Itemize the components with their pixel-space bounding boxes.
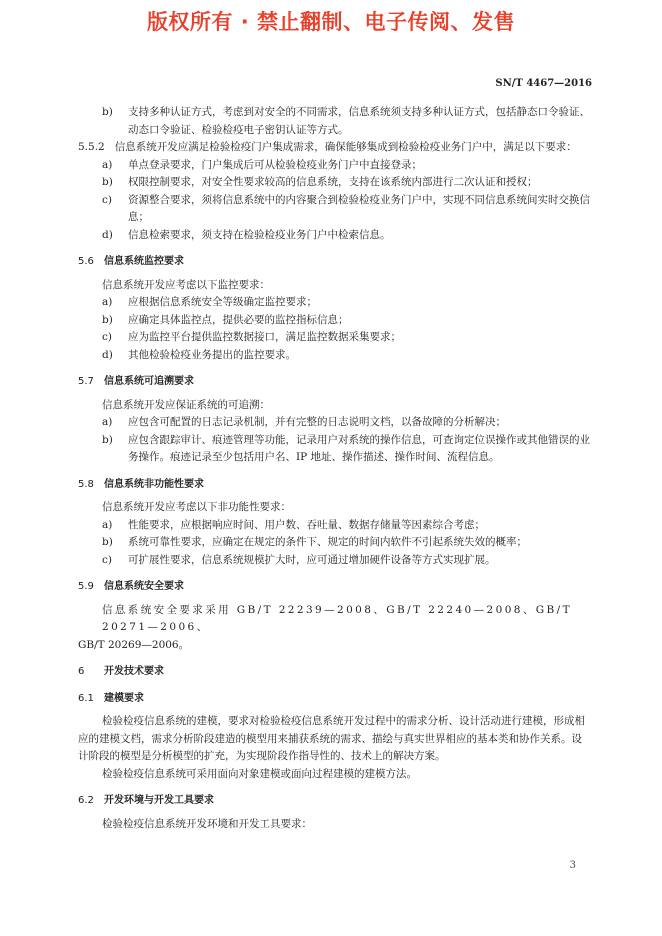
list-marker: c) xyxy=(102,553,112,566)
section-heading-6-1 xyxy=(78,690,590,708)
list-text: 性能要求，应根据响应时间、用户数、吞吐量、数据存储量等因素综合考虑； xyxy=(128,518,485,531)
list-marker: b) xyxy=(102,313,113,326)
section-heading-5-6 xyxy=(78,253,590,271)
section-heading-5-7 xyxy=(78,373,590,391)
section-title: 开发技术要求 xyxy=(104,666,164,677)
paragraph: 信息系统开发应保证系统的可追溯： xyxy=(102,398,270,411)
list-text: 应为监控平台提供监控数据接口，满足监控数据采集要求； xyxy=(128,331,401,343)
section-number: 5.8 xyxy=(78,478,94,490)
paragraph: 检验检疫信息系统开发环境和开发工具要求： xyxy=(102,817,312,830)
section-title: 建模要求 xyxy=(104,692,144,704)
clause-number: 5.5.2 xyxy=(78,141,105,153)
list-text: 可扩展性要求，信息系统规模扩大时，应可通过增加硬件设备等方式实现扩展。 xyxy=(128,553,496,566)
list-marker: d) xyxy=(102,348,113,361)
page-number: 3 xyxy=(569,860,576,871)
list-marker: b) xyxy=(102,433,113,446)
list-item xyxy=(78,312,590,330)
paragraph-line: GB/T 20269—2006。 xyxy=(78,638,190,651)
list-item xyxy=(78,534,590,552)
section-number: 6.1 xyxy=(78,692,94,704)
list-marker: a) xyxy=(102,518,113,531)
list-item xyxy=(78,227,590,245)
list-item xyxy=(78,174,590,192)
list-marker: b) xyxy=(102,176,113,188)
list-item xyxy=(78,414,590,432)
section-title: 开发环境与开发工具要求 xyxy=(104,795,214,806)
list-text: 资源整合要求，须将信息系统中的内容聚合到检验检疫业务门户中，实现不同信息系统间实时交换信息； xyxy=(128,193,590,223)
section-number: 5.9 xyxy=(78,581,94,592)
list-text: 应包含可配置的日志记录机制，并有完整的日志说明文档，以备故障的分析解决； xyxy=(128,416,506,428)
list-text: 系统可靠性要求，应确定在规定的条件下、规定的时间内软件不引起系统失效的概率； xyxy=(128,536,527,548)
list-marker: a) xyxy=(102,296,113,308)
list-item xyxy=(78,192,590,227)
list-text: 应确定具体监控点，提供必要的监控指标信息； xyxy=(128,313,349,326)
paragraph: 检验检疫信息系统可采用面向对象建模或面向过程建模的建模方法。 xyxy=(102,767,417,780)
list-item xyxy=(78,517,590,535)
list-text: 单点登录要求，门户集成后可从检验检疫业务门户中直接登录； xyxy=(128,158,422,171)
list-marker: b) xyxy=(102,106,113,118)
document-body xyxy=(78,104,590,833)
section-heading-6-2 xyxy=(78,792,590,810)
list-marker: a) xyxy=(102,158,113,171)
section-heading-5-8 xyxy=(78,476,590,494)
section-title: 信息系统非功能性要求 xyxy=(104,478,204,490)
section-number: 6.2 xyxy=(78,795,94,806)
section-title: 信息系统监控要求 xyxy=(104,256,184,267)
list-item xyxy=(78,329,590,347)
watermark-banner: 版权所有 · 禁止翻制、电子传阅、发售 xyxy=(146,10,516,34)
chapter-heading-6 xyxy=(78,663,590,681)
list-item xyxy=(78,432,590,467)
list-item xyxy=(78,157,590,175)
section-heading-5-9 xyxy=(78,578,590,596)
list-text: 应包含跟踪审计、痕迹管理等功能，记录用户对系统的操作信息，可查询定位误操作或其他错误的业务操作。痕迹记录至少包括用户名、IP 地址、操作描述、操作时间、流程信息。 xyxy=(128,433,590,463)
paragraph: 检验检疫信息系统的建模，要求对检验检疫信息系统开发过程中的需求分析、设计活动进行建模，形成相应的建模文档，需求分析阶段建造的模型用来捕获系统的需求、描绘与真实世界相应的基本类和协作关系。设计阶段的模型是分析模型的扩充，为实现阶段作指导性的、技术上的解决方案。 xyxy=(78,715,585,762)
list-item xyxy=(78,347,590,365)
list-text: 信息检索要求，须支持在检验检疫业务门户中检索信息。 xyxy=(128,228,391,241)
list-marker: b) xyxy=(102,536,113,548)
section-title: 信息系统可追溯要求 xyxy=(104,376,194,387)
list-item xyxy=(78,104,590,139)
standard-number: SN/T 4467—2016 xyxy=(495,78,592,89)
paragraph-line: 信息系统安全要求采用 GB/T 22239—2008、GB/T 22240—2008、GB/T 20271—2006、 xyxy=(102,603,572,633)
paragraph: 信息系统开发应考虑以下监控要求： xyxy=(102,278,270,291)
list-marker: a) xyxy=(102,416,113,428)
section-number: 5.7 xyxy=(78,376,94,387)
list-item xyxy=(78,294,590,312)
list-text: 其他检验检疫业务提出的监控要求。 xyxy=(128,348,296,361)
list-marker: c) xyxy=(102,331,112,343)
list-marker: d) xyxy=(102,228,113,241)
list-item xyxy=(78,552,590,570)
list-text: 权限控制要求，对安全性要求较高的信息系统，支持在该系统内部进行二次认证和授权； xyxy=(128,176,538,188)
list-marker: c) xyxy=(102,193,112,206)
paragraph: 信息系统开发应考虑以下非功能性要求： xyxy=(102,501,291,513)
list-text: 应根据信息系统安全等级确定监控要求； xyxy=(128,296,317,308)
clause-text: 信息系统开发应满足检验检疫门户集成需求，确保能够集成到检验检疫业务门户中，满足以下要求： xyxy=(114,141,577,153)
section-title: 信息系统安全要求 xyxy=(104,581,184,592)
section-number: 5.6 xyxy=(78,256,94,267)
list-text: 支持多种认证方式，考虑到对安全的不同需求，信息系统须支持多种认证方式，包括静态口令验证、动态口令验证、检验检疫电子密钥认证等方式。 xyxy=(128,106,590,136)
clause-5-5-2 xyxy=(78,139,590,157)
section-number: 6 xyxy=(78,666,85,677)
